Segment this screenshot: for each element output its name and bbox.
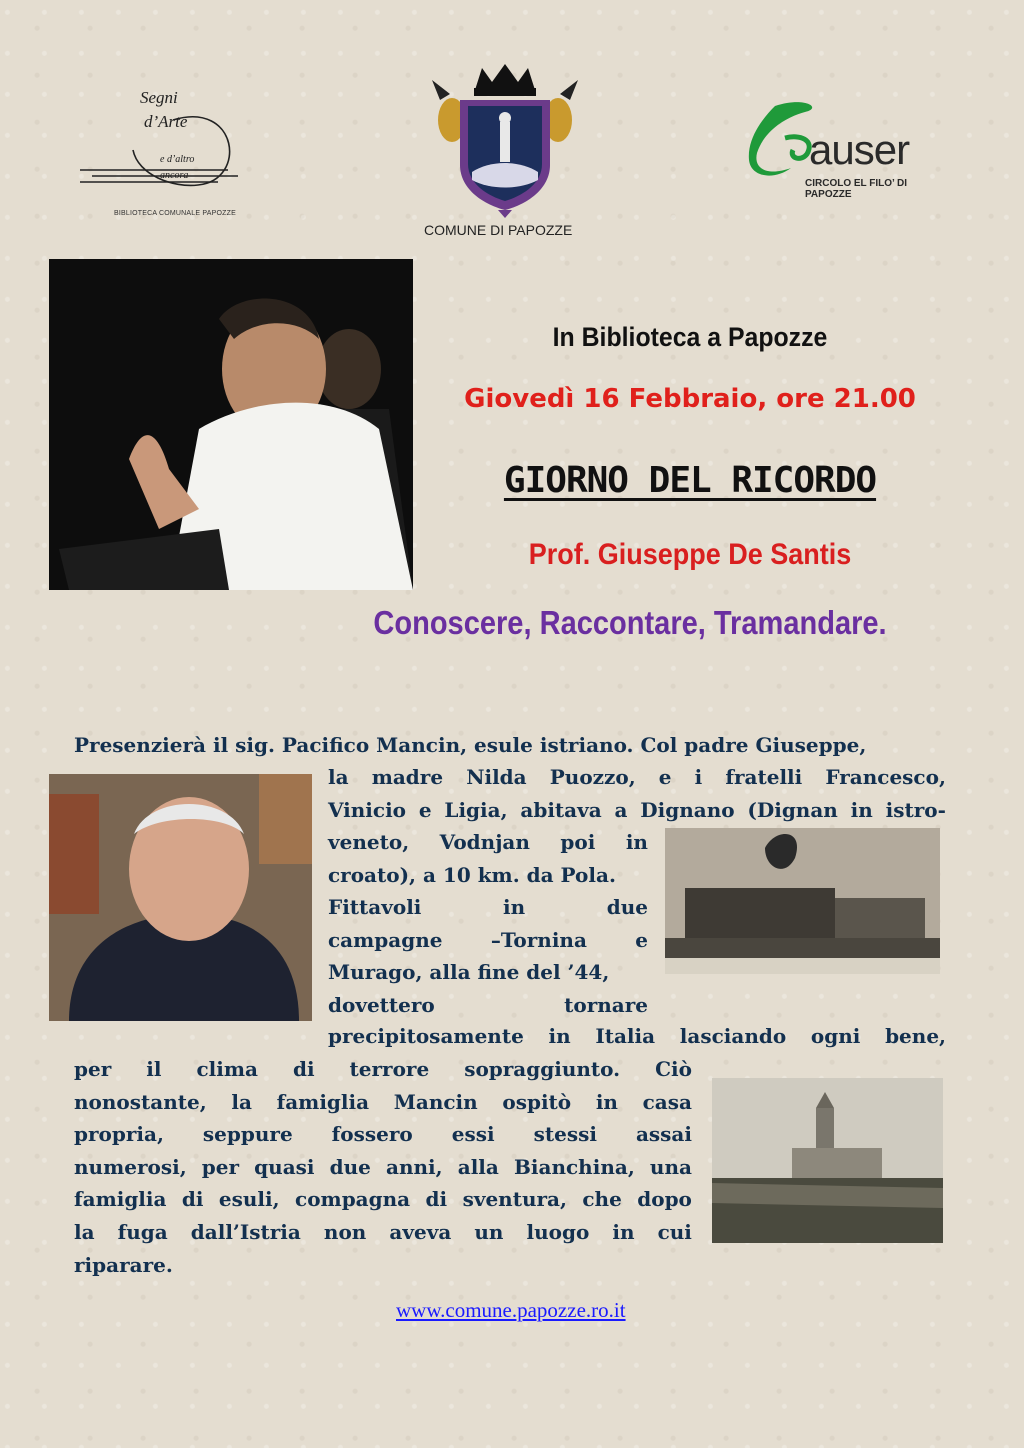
body-lower-word: Ciò	[655, 1057, 692, 1081]
comune-coat-of-arms	[430, 60, 580, 220]
body-narrow-line-2	[328, 859, 648, 892]
body-lower-word: Mancin	[393, 1089, 478, 1114]
body-lower-word: fuga	[117, 1219, 168, 1244]
body-right-word: Nilda	[466, 765, 527, 789]
body-lower-word: famiglia	[74, 1187, 167, 1212]
body-narrow-word: due	[606, 895, 648, 920]
body-lower-word: terrore	[349, 1057, 430, 1081]
body-mid-word: Italia	[595, 1024, 656, 1048]
auser-logo	[745, 98, 955, 198]
body-mid-line	[328, 1020, 946, 1053]
body-lower-word: nonostante,	[74, 1089, 207, 1114]
body-right-word: istro-	[885, 797, 946, 822]
body-lower-word: sventura,	[462, 1187, 567, 1212]
body-lower-line-5	[74, 1183, 692, 1216]
segni-line4: ancora	[160, 170, 189, 181]
body-right-word: Dignano	[640, 797, 735, 822]
body-right-word: i	[694, 765, 703, 789]
body-lower-word: fossero	[331, 1122, 413, 1147]
body-lower-word: che	[582, 1187, 622, 1212]
body-lower-word: una	[649, 1154, 692, 1179]
body-narrow-word: veneto,	[328, 830, 410, 854]
body-lower-line-2	[74, 1086, 692, 1119]
segni-line2: d’Arte	[144, 112, 188, 131]
body-right-block	[328, 761, 946, 826]
body-lower-word: il	[146, 1057, 162, 1081]
body-mid-word: in	[548, 1024, 571, 1048]
body-narrow-word: Fittavoli	[328, 895, 422, 920]
body-right-word: a	[614, 797, 628, 822]
body-right-line-2	[328, 794, 946, 827]
body-right-word: madre	[371, 765, 444, 789]
body-right-word: Vinicio	[328, 797, 407, 822]
body-mid-word: precipitosamente	[328, 1024, 524, 1048]
body-lower-word: sopraggiunto.	[464, 1057, 621, 1081]
church-landscape-photo	[712, 1078, 943, 1243]
body-lower-block	[74, 1053, 692, 1281]
comune-caption: COMUNE DI PAPOZZE	[424, 222, 573, 238]
body-lower-word: non	[323, 1219, 367, 1244]
body-lower-word: per	[201, 1154, 240, 1179]
event-date: Giovedì 16 Febbraio, ore 21.00	[464, 384, 916, 414]
body-right-word: Ligia,	[444, 797, 508, 822]
body-narrow-word: tornare	[564, 992, 648, 1017]
elder-portrait-photo	[49, 774, 312, 1021]
body-narrow-line-1	[328, 826, 648, 859]
body-narrow-word: Vodnjan	[439, 830, 530, 854]
body-lower-line-1	[74, 1053, 692, 1086]
body-right-word: Puozzo,	[549, 765, 636, 789]
body-narrow-line-5	[328, 956, 648, 989]
body-lower-line-4	[74, 1151, 692, 1184]
event-speaker: Prof. Giuseppe De Santis	[528, 538, 852, 571]
body-lower-word: cui	[657, 1219, 692, 1244]
body-lower-word: di	[292, 1057, 315, 1081]
body-lower-word: numerosi,	[74, 1154, 187, 1179]
body-lower-word: ospitò	[502, 1089, 572, 1114]
body-lower-word: in	[612, 1219, 635, 1244]
body-lower-word: esuli,	[218, 1187, 280, 1212]
body-narrow-word: –Tornina	[490, 927, 587, 952]
body-lower-word: per	[74, 1057, 112, 1081]
body-lower-word: la	[231, 1089, 252, 1114]
segni-caption: BIBLIOTECA COMUNALE PAPOZZE	[114, 210, 236, 217]
body-lower-word: riparare.	[74, 1252, 173, 1277]
body-lower-line-3	[74, 1118, 692, 1151]
body-lower-word: casa	[642, 1089, 692, 1114]
body-lower-word: essi	[451, 1122, 495, 1147]
body-mid-word: ogni	[810, 1024, 861, 1048]
body-lower-word: dall’Istria	[190, 1219, 301, 1244]
body-narrow-word: in	[503, 895, 526, 920]
body-narrow-word: e	[635, 927, 648, 952]
body-narrow-word: in	[625, 830, 648, 854]
body-lower-word: seppure	[202, 1122, 293, 1147]
body-right-word: la	[328, 765, 349, 789]
body-narrow-word: poi	[560, 830, 596, 854]
segni-line3: e d’altro	[160, 154, 195, 165]
body-lower-word: quasi	[254, 1154, 315, 1179]
body-lower-word: di	[181, 1187, 204, 1212]
body-narrow-word: dovettero	[328, 992, 435, 1017]
body-narrow-line-6	[328, 989, 648, 1022]
body-lower-word: due	[329, 1154, 371, 1179]
event-title: GIORNO DEL RICORDO	[503, 460, 877, 501]
body-lower-word: in	[595, 1089, 618, 1114]
body-lower-word: stessi	[533, 1122, 597, 1147]
auser-subtitle: CIRCOLO EL FILO’ DI PAPOZZE	[805, 178, 908, 200]
body-right-word: fratelli	[725, 765, 803, 789]
body-lower-line-7	[74, 1249, 692, 1282]
body-lower-word: Bianchina,	[514, 1154, 635, 1179]
body-right-word: in	[850, 797, 873, 822]
body-lower-word: la	[74, 1219, 95, 1244]
body-lower-word: dopo	[637, 1187, 692, 1212]
body-narrow-line-4	[328, 924, 648, 957]
train-station-photo	[665, 828, 940, 974]
body-lower-word: un	[474, 1219, 504, 1244]
body-lower-word: alla	[457, 1154, 499, 1179]
body-narrow-block	[328, 826, 648, 1022]
body-lower-word: compagna	[295, 1187, 411, 1212]
website-link[interactable]: www.comune.papozze.ro.it	[396, 1298, 626, 1322]
body-right-word: e	[658, 765, 672, 789]
body-lower-word: aveva	[389, 1219, 452, 1244]
body-lower-word: anni,	[386, 1154, 443, 1179]
body-right-word: e	[418, 797, 432, 822]
body-lower-word: propria,	[74, 1122, 164, 1147]
body-right-line-1	[328, 761, 946, 794]
body-lower-word: clima	[196, 1057, 258, 1081]
segni-arte-logo	[78, 80, 248, 225]
body-narrow-word: Murago, alla fine del ’44,	[328, 960, 610, 985]
body-narrow-word: campagne	[328, 927, 443, 952]
body-lower-line-6	[74, 1216, 692, 1249]
auser-wordmark: auser	[809, 126, 910, 173]
body-lower-word: famiglia	[276, 1089, 370, 1114]
event-motto: Conoscere, Raccontare, Tramandare.	[373, 604, 887, 641]
body-narrow-word: croato), a 10 km. da Pola.	[328, 862, 616, 887]
speaker-photo	[49, 259, 413, 590]
event-location: In Biblioteca a Papozze	[552, 322, 828, 352]
body-right-word: (Dignan	[747, 797, 838, 822]
body-right-word: Francesco,	[825, 765, 946, 789]
segni-line1: Segni	[140, 88, 178, 107]
body-mid-word: bene,	[885, 1024, 946, 1048]
body-lead-line: Presenzierà il sig. Pacifico Mancin, esule istriano. Col padre Giuseppe,	[74, 733, 867, 757]
body-lower-word: di	[425, 1187, 448, 1212]
body-right-word: abitava	[520, 797, 602, 822]
body-narrow-line-3	[328, 891, 648, 924]
body-lower-word: luogo	[526, 1219, 590, 1244]
body-mid-word: lasciando	[679, 1024, 787, 1048]
body-lower-word: assai	[635, 1122, 692, 1147]
